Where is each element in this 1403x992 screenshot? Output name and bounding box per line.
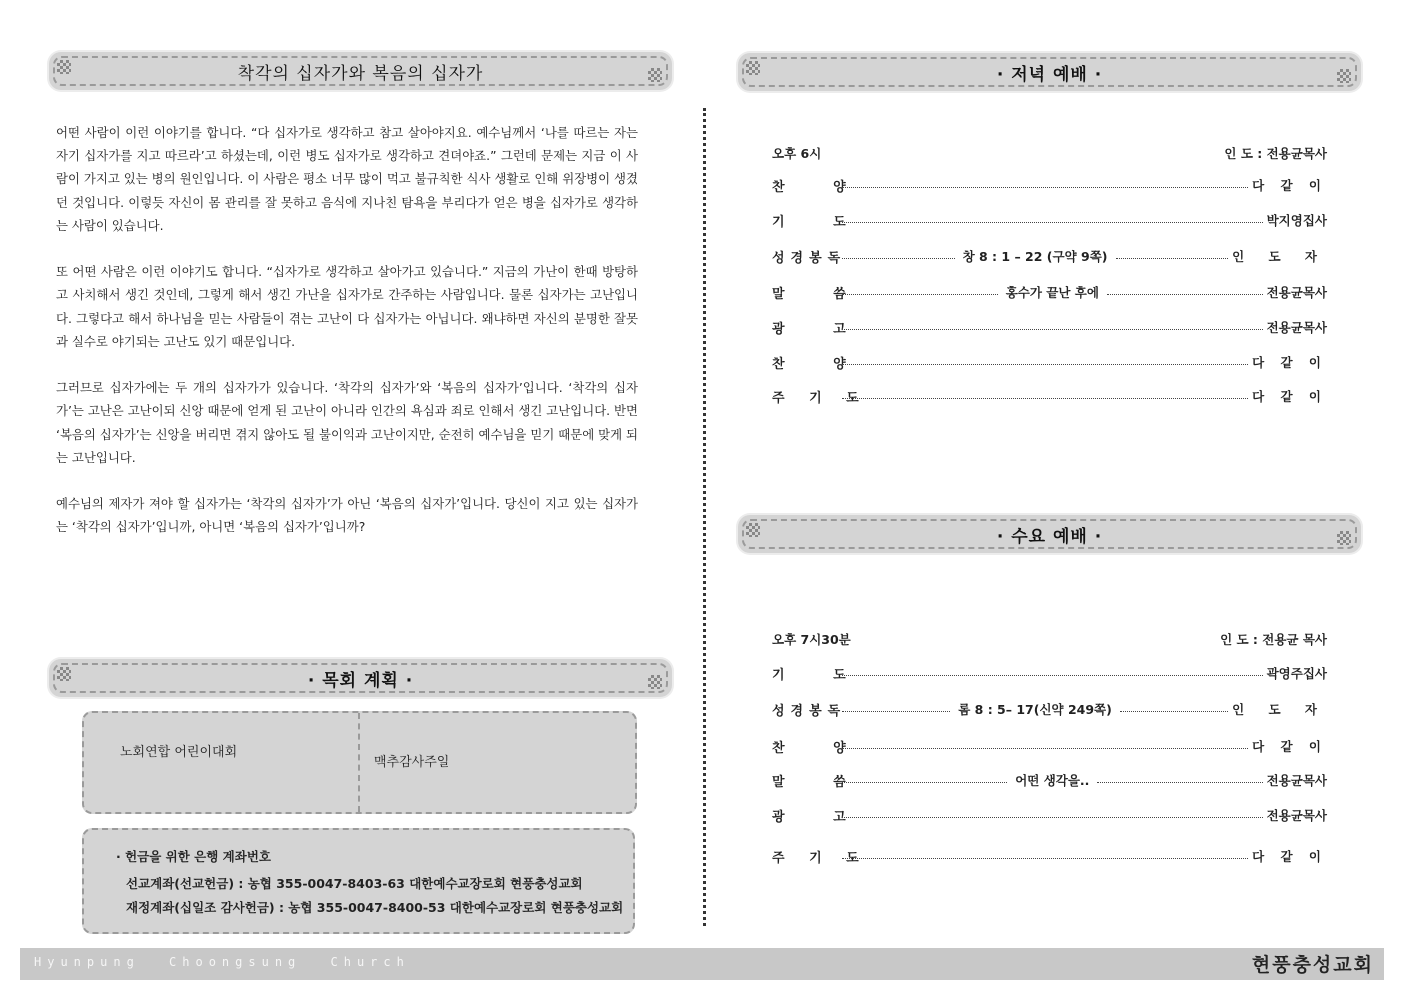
footer-church-logo: 현풍충성교회: [1251, 954, 1374, 976]
plan-item-right: 맥추감사주일: [374, 755, 450, 770]
wednesday-row-praise: 찬 양 다 같 이: [772, 739, 1327, 756]
plan-item-left: 노회연합 어린이대회: [120, 745, 238, 760]
wednesday-row-sermon: 말 씀 어떤 생각을.. 전용균목사: [772, 773, 1327, 790]
bank-account-finance: 재정계좌(십일조 감사헌금) : 농협 355-0047-8400-53 대한예수교장로회 현풍충성교회: [126, 900, 624, 915]
wednesday-time: 오후 7시30분: [772, 632, 851, 647]
article-paragraph-2: 또 어떤 사람은 이런 이야기도 합니다. “십자가로 생각하고 살아가고 있습니다.” 지금의 가난이 한때 방탕하고 사치해서 생긴 것인데, 그렇게 해서 생긴 가난을 십자가로 간주하는 사람입니다. 물론 십자가는 고난입니다. 그렇다고 해서 하나님을 믿는 사람들이 겪는 고난이 다 십자가는 아닙니다. 왜냐하면 자신의 분명한 잘못과 실수로 야기되는 고난도 있기 때문입니다.: [56, 264, 638, 349]
table-divider: [358, 713, 360, 812]
article-paragraph-4: 예수님의 제자가 져야 할 십자가는 ‘착각의 십자가’가 아닌 ‘복음의 십자가’입니다. 당신이 지고 있는 십자가는 ‘착각의 십자가’입니까, 아니면 ‘복음의 십자가’입니까?: [56, 496, 638, 535]
pastoral-plan-title: · 목회 계획 ·: [307, 670, 414, 691]
evening-row-prayer: 기 도 박지영집사: [772, 213, 1327, 230]
footer-church-name-english: Hyunpung Choongsung Church: [34, 955, 410, 969]
wednesday-row-reading: 성경봉독 롬 8 : 5– 17(신약 249쪽) 인 도 자: [772, 702, 1327, 719]
evening-time: 오후 6시: [772, 146, 822, 161]
article-title: 착각의 십자가와 복음의 십자가: [237, 63, 484, 84]
footer-bar: [20, 948, 1384, 980]
pastoral-plan-table: [82, 711, 637, 814]
evening-row-announcements: 광 고 전용균목사: [772, 320, 1327, 337]
page-divider: [703, 108, 706, 926]
article-paragraph-3: 그러므로 십자가에는 두 개의 십자가가 있습니다. ‘착각의 십자가’와 ‘복음의 십자가’입니다. ‘착각의 십자가’는 고난은 고난이되 신앙 때문에 얻게 된 고난이 아니라 인간의 욕심과 죄로 인해서 생긴 고난입니다. 반면 ‘복음의 십자가’는 신앙을 버리면 겪지 않아도 될 불이익과 고난이지만, 순전히 예수님을 믿기 때문에 맞게 되는 고난입니다.: [56, 380, 638, 465]
evening-header: [772, 144, 1327, 162]
evening-row-praise-2: 찬 양 다 같 이: [772, 355, 1327, 372]
wednesday-service-banner: [738, 515, 1361, 553]
wednesday-service-title: · 수요 예배 ·: [996, 526, 1103, 547]
article-body: [56, 121, 638, 562]
wednesday-row-announcements: 광 고 전용균목사: [772, 808, 1327, 825]
evening-service-title: · 저녁 예배 ·: [996, 64, 1103, 85]
wednesday-row-prayer: 기 도 곽영주집사: [772, 666, 1327, 683]
bank-account-mission: 선교계좌(선교헌금) : 농협 355-0047-8403-63 대한예수교장로회 현풍충성교회: [126, 876, 583, 891]
bank-title: · 헌금을 위한 은행 계좌번호: [116, 849, 271, 864]
pastoral-plan-banner: [49, 659, 672, 697]
wednesday-row-lords-prayer: 주 기 도 다 같 이: [772, 849, 1327, 866]
wednesday-leader: 인 도 : 전용균 목사: [1220, 632, 1327, 647]
evening-service-banner: [738, 53, 1361, 91]
evening-row-sermon: 말 씀 홍수가 끝난 후에 전용균목사: [772, 285, 1327, 302]
evening-row-reading: 성경봉독 창 8 : 1 – 22 (구약 9쪽) 인 도 자: [772, 249, 1327, 266]
evening-leader: 인 도 : 전용균목사: [1224, 146, 1327, 161]
article-paragraph-1: 어떤 사람이 이런 이야기를 합니다. “다 십자가로 생각하고 참고 살아야지요. 예수님께서 ‘나를 따르는 자는 자기 십자가를 지고 따르라’고 하셨는데, 이런 병도 십자가로 생각하고 견뎌야죠.” 그런데 문제는 지금 이 사람이 가지고 있는 병의 원인입니다. 이 사람은 평소 너무 많이 먹고 불규칙한 식사 생활로 인해 위장병이 생겼던 것입니다. 이렇듯 자신이 몸 관리를 잘 못하고 음식에 지나친 탐욕을 부리다가 얻은 병을 십자가로 생각하는 사람이 있습니다.: [56, 125, 638, 233]
article-title-banner: [49, 52, 672, 90]
evening-row-praise: 찬 양 다 같 이: [772, 178, 1327, 195]
bank-account-box: [82, 828, 635, 934]
wednesday-header: [772, 630, 1327, 648]
evening-row-lords-prayer: 주 기 도 다 같 이: [772, 389, 1327, 406]
